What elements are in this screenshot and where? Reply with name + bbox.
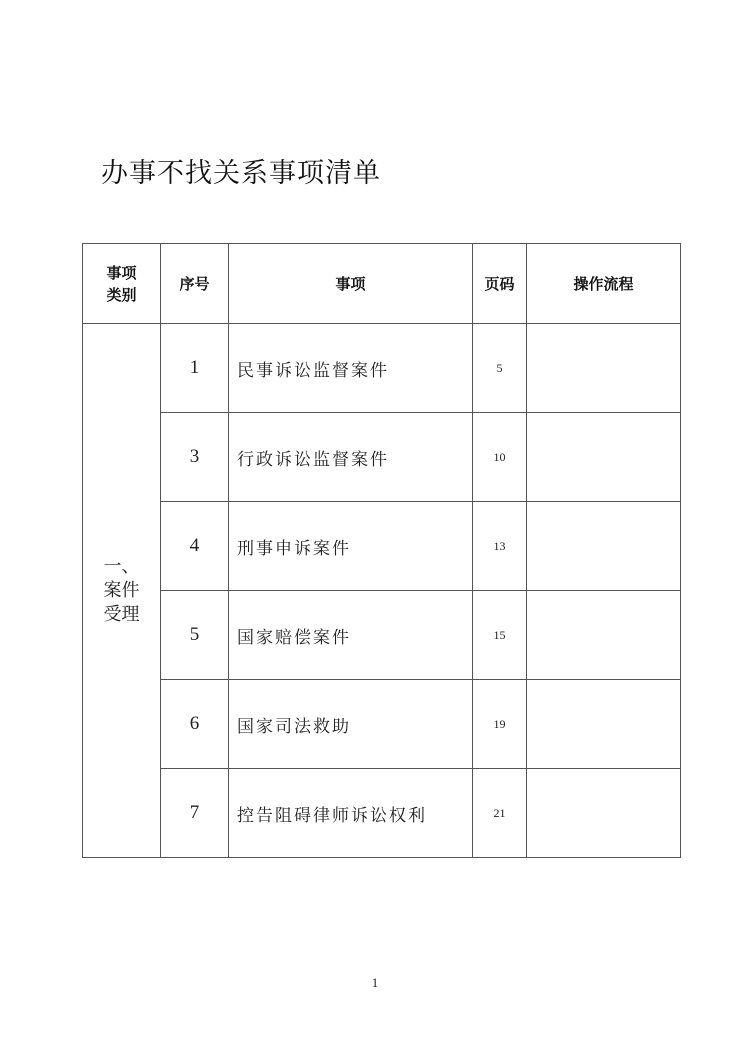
header-category-line1: 事项	[106, 263, 137, 282]
table-row	[83, 680, 681, 769]
item-cell: 国家司法救助	[229, 680, 473, 769]
item-cell: 控告阻碍律师诉讼权利	[229, 769, 473, 858]
table-header-row	[83, 244, 681, 324]
category-line1: 一、	[103, 555, 140, 577]
document-title: 办事不找关系事项清单	[101, 158, 381, 189]
table-row	[83, 413, 681, 502]
page-cell: 13	[473, 502, 527, 591]
seq-cell: 6	[161, 680, 229, 769]
process-cell	[527, 502, 681, 591]
page-number: 1	[371, 975, 379, 990]
category-line3: 受理	[103, 603, 140, 625]
process-cell	[527, 680, 681, 769]
seq-cell: 7	[161, 769, 229, 858]
table-row	[83, 502, 681, 591]
header-seq: 序号	[161, 244, 229, 324]
header-category-line2: 类别	[106, 285, 137, 304]
seq-cell: 4	[161, 502, 229, 591]
item-list-table	[82, 243, 681, 858]
seq-cell: 1	[161, 324, 229, 413]
item-cell: 刑事申诉案件	[229, 502, 473, 591]
process-cell	[527, 769, 681, 858]
seq-cell: 3	[161, 413, 229, 502]
process-cell	[527, 413, 681, 502]
header-category	[83, 244, 161, 324]
header-item: 事项	[229, 244, 473, 324]
item-cell: 行政诉讼监督案件	[229, 413, 473, 502]
item-cell: 民事诉讼监督案件	[229, 324, 473, 413]
table-row	[83, 591, 681, 680]
category-cell	[83, 324, 161, 858]
page-cell: 19	[473, 680, 527, 769]
page-cell: 10	[473, 413, 527, 502]
page-cell: 21	[473, 769, 527, 858]
page-cell: 5	[473, 324, 527, 413]
header-process: 操作流程	[527, 244, 681, 324]
table-row	[83, 769, 681, 858]
category-line2: 案件	[103, 579, 140, 601]
process-cell	[527, 324, 681, 413]
header-page: 页码	[473, 244, 527, 324]
seq-cell: 5	[161, 591, 229, 680]
process-cell	[527, 591, 681, 680]
page-cell: 15	[473, 591, 527, 680]
table-row	[83, 324, 681, 413]
item-cell: 国家赔偿案件	[229, 591, 473, 680]
